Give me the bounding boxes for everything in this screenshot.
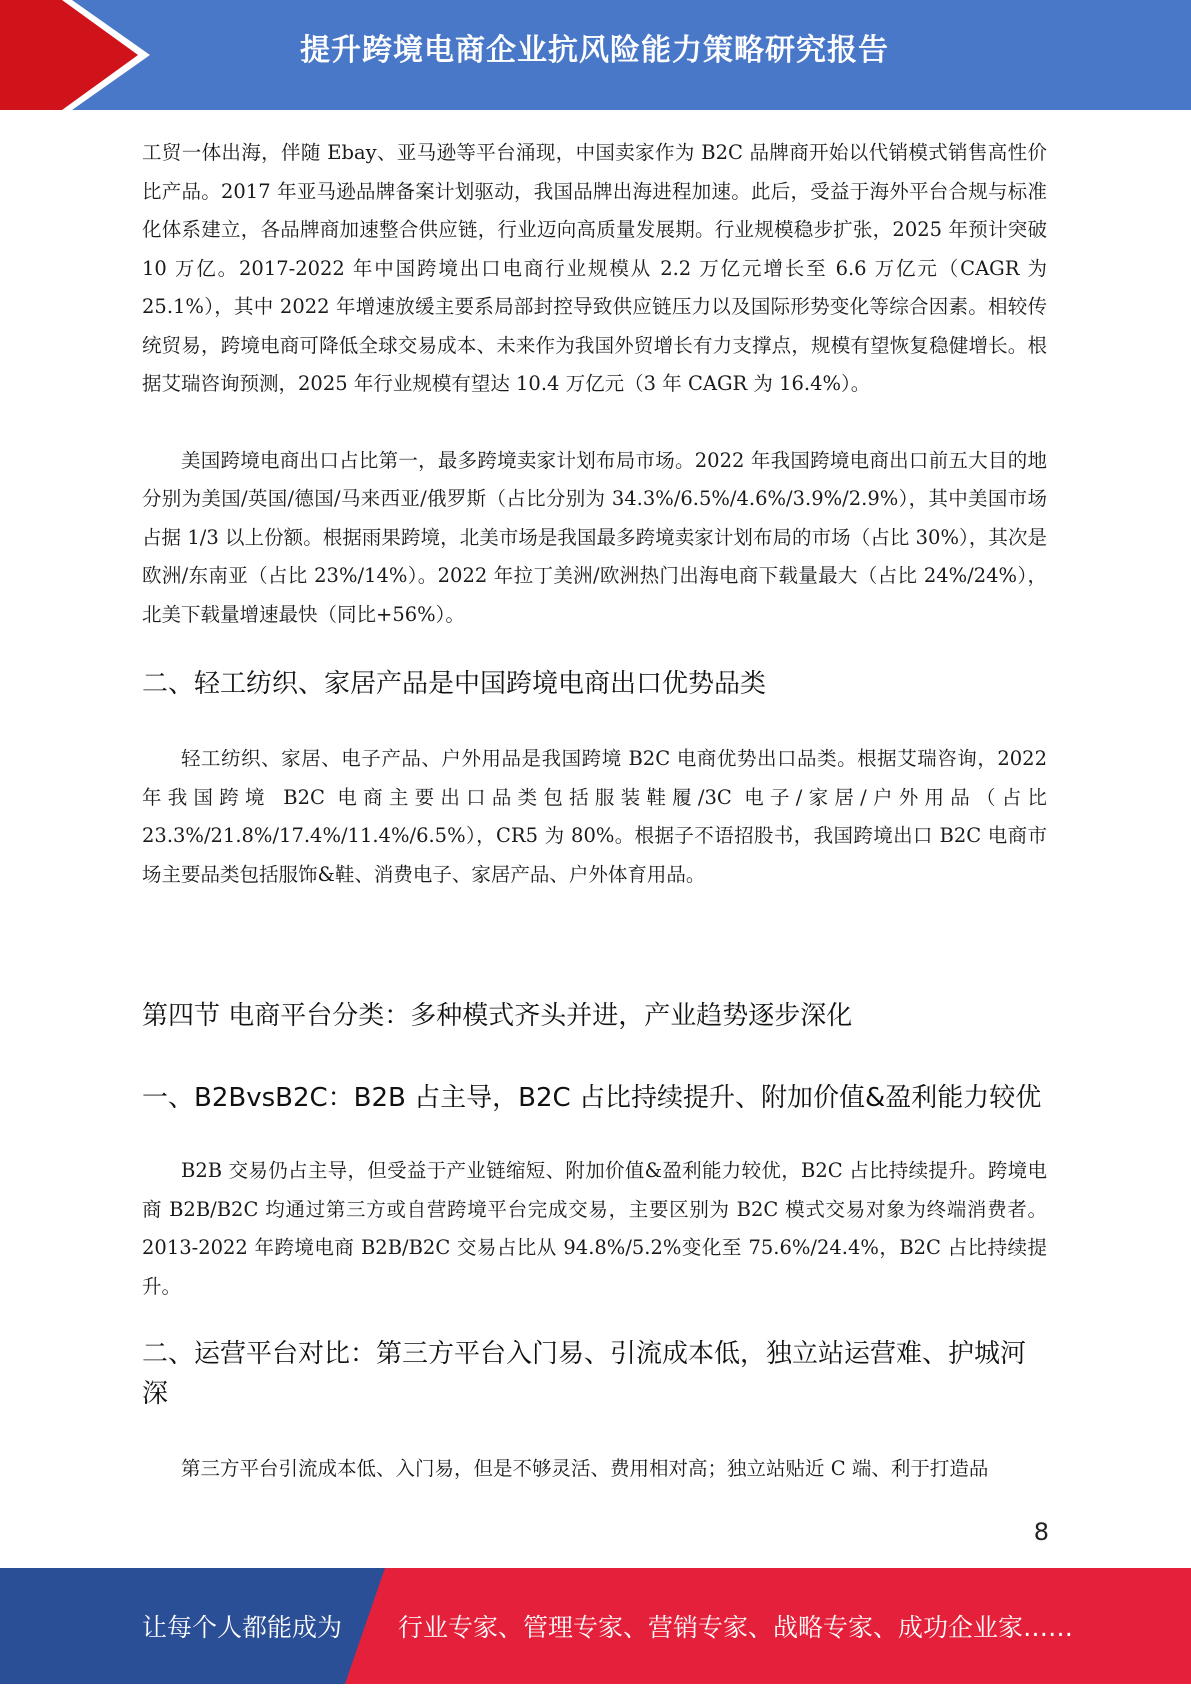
page-footer — [0, 1568, 1191, 1684]
heading-b2b-vs-b2c: 一、B2BvsB2C：B2B 占主导，B2C 占比持续提升、附加价值&盈利能力较优 — [142, 1083, 1042, 1113]
paragraph-export-categories: 轻工纺织、家居、电子产品、户外用品是我国跨境 B2C 电商优势出口品类。根据艾瑞咨询，2022 年我国跨境 B2C 电商主要出口品类包括服装鞋履/3C 电子/家居/户外用品（占比 23.3%/21.8%/17.4%/11.4%/6.5%），CR5 为 80%。根据子不语招股书，我国跨境出口 B2C 电商市场主要品类包括服饰&鞋、消费电子、家居产品、户外体育用品。 — [142, 747, 1047, 886]
paragraph-industry-scale: 工贸一体出海，伴随 Ebay、亚马逊等平台涌现，中国卖家作为 B2C 品牌商开始以代销模式销售高性价比产品。2017 年亚马逊品牌备案计划驱动，我国品牌出海进程加速。此后，受益于海外平台合规与标准化体系建立，各品牌商加速整合供应链，行业迈向高质量发展期。行业规模稳步扩张，2025 年预计突破 10 万亿。2017-2022 年中国跨境出口电商行业规模从 2.2 万亿元增长至 6.6 万亿元（CAGR 为 25.1%），其中 2022 年增速放缓主要系局部封控导致供应链压力以及国际形势变化等综合因素。相较传统贸易，跨境电商可降低全球交易成本、未来作为我国外贸增长有力支撑点，规模有望恢复稳健增长。根据艾瑞咨询预测，2025 年行业规模有望达 10.4 万亿元（3 年 CAGR 为 16.4%）。 — [142, 141, 1047, 395]
header-red-chevron-decoration — [0, 0, 150, 110]
footer-slogan-left: 让每个人都能成为 — [142, 1613, 343, 1642]
page-content — [142, 134, 1047, 1489]
report-title: 提升跨境电商企业抗风险能力策略研究报告 — [300, 33, 889, 68]
heading-light-industry-advantage: 二、轻工纺织、家居产品是中国跨境电商出口优势品类 — [142, 669, 767, 699]
paragraph-export-destinations: 美国跨境电商出口占比第一，最多跨境卖家计划布局市场。2022 年我国跨境电商出口前五大目的地分别为美国/英国/德国/马来西亚/俄罗斯（占比分别为 34.3%/6.5%/4.6%/3.9%/2.9%），其中美国市场占据 1/3 以上份额。根据雨果跨境，北美市场是我国最多跨境卖家计划布局的市场（占比 30%），其次是欧洲/东南亚（占比 23%/14%）。2022 年拉丁美洲/欧洲热门出海电商下载量最大（占比 24%/24%），北美下载量增速最快（同比+56%）。 — [142, 448, 1047, 626]
page-number: 8 — [1033, 1518, 1049, 1546]
footer-slogan-right: 行业专家、管理专家、营销专家、战略专家、成功企业家…… — [398, 1613, 1074, 1642]
heading-section-four: 第四节 电商平台分类：多种模式齐头并进，产业趋势逐步深化 — [142, 1001, 853, 1031]
page-header — [0, 0, 1191, 110]
paragraph-platform-comparison: 第三方平台引流成本低、入门易，但是不够灵活、费用相对高；独立站贴近 C 端、利于打造品 — [181, 1457, 989, 1480]
paragraph-b2b-b2c-share: B2B 交易仍占主导，但受益于产业链缩短、附加价值&盈利能力较优，B2C 占比持续提升。跨境电商 B2B/B2C 均通过第三方或自营跨境平台完成交易，主要区别为 B2C 模式交易对象为终端消费者。2013-2022 年跨境电商 B2B/B2C 交易占比从 94.8%/5.2%变化至 75.6%/24.4%，B2C 占比持续提升。 — [142, 1159, 1047, 1298]
heading-platform-comparison: 二、运营平台对比：第三方平台入门易、引流成本低，独立站运营难、护城河深 — [142, 1339, 1027, 1409]
